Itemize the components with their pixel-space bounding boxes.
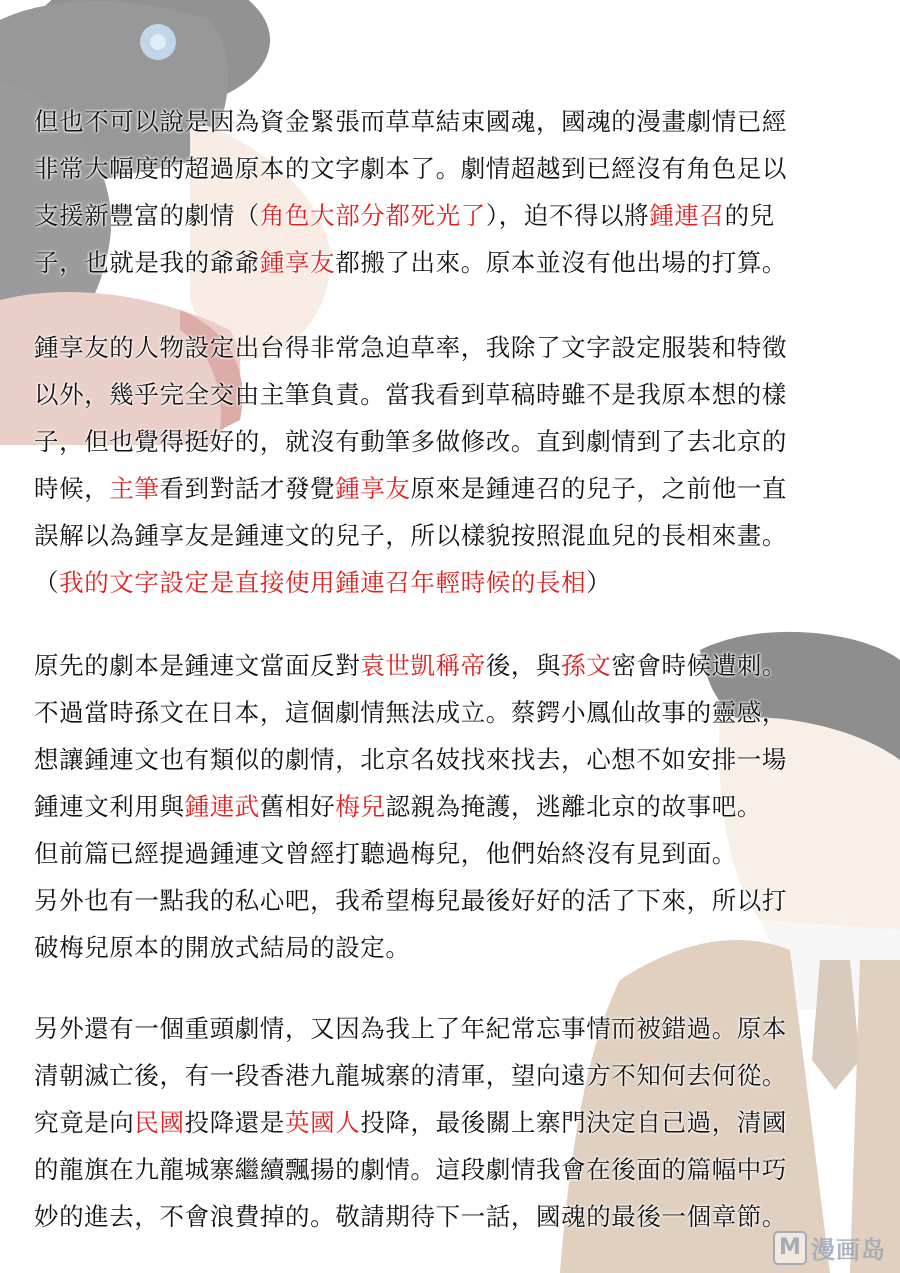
text-segment: 看到對話才發覺 xyxy=(159,474,336,503)
watermark-logo-icon: M xyxy=(773,1231,807,1265)
text-segment: 時候， xyxy=(34,474,110,503)
text-line xyxy=(34,192,864,239)
text-segment: 子，但也覺得挺好的，就沒有動筆多做修改。直到劇情到了去北京的 xyxy=(34,427,787,456)
text-segment: 都搬了出來。原本並沒有他出場的打算。 xyxy=(335,248,788,277)
text-segment: 不過當時孫文在日本，這個劇情無法成立。蔡鍔小鳳仙故事的靈感， xyxy=(34,698,787,727)
highlighted-term: 孫文 xyxy=(561,651,612,680)
text-line xyxy=(34,1099,864,1146)
text-segment: 究竟是向 xyxy=(34,1108,135,1137)
text-line xyxy=(34,418,864,465)
text-segment: 舊相好 xyxy=(259,792,336,821)
text-line xyxy=(34,145,864,192)
text-line xyxy=(34,689,864,736)
highlighted-term: 鍾連武 xyxy=(184,792,260,821)
text-segment: 原先的劇本是鍾連文當面反對 xyxy=(34,651,361,680)
text-segment: 投降，最後關上寨門決定自己過，清國 xyxy=(360,1108,788,1137)
highlighted-term: 主筆 xyxy=(109,474,160,503)
highlighted-term: 袁世凱稱帝 xyxy=(360,651,486,680)
text-line xyxy=(34,924,864,971)
text-segment: 鍾連文利用與 xyxy=(34,792,185,821)
text-line xyxy=(34,1193,864,1240)
highlighted-term: 我的文字設定是直接使用鍾連召年輕時候的長相 xyxy=(59,568,587,597)
site-watermark xyxy=(773,1230,886,1265)
text-segment: 原來是鍾連召的兒子，之前他一直 xyxy=(410,474,788,503)
text-segment: 支援新豐富的劇情（ xyxy=(34,201,260,230)
text-line xyxy=(34,465,864,512)
text-segment: 以外，幾乎完全交由主筆負責。當我看到草稿時雖不是我原本想的樣 xyxy=(34,380,787,409)
text-line xyxy=(34,1005,864,1052)
text-segment: 非常大幅度的超過原本的文字劇本了。劇情超越到已經沒有角色足以 xyxy=(34,154,787,183)
text-line xyxy=(34,783,864,830)
text-segment: ） xyxy=(586,568,612,597)
highlighted-term: 鍾享友 xyxy=(259,248,336,277)
text-segment: 的龍旗在九龍城寨繼續飄揚的劇情。這段劇情我會在後面的篇幅中巧 xyxy=(34,1155,787,1184)
text-segment: ），迫不得以將 xyxy=(485,201,650,230)
text-line xyxy=(34,512,864,559)
text-segment: 誤解以為鍾享友是鍾連文的兒子，所以樣貌按照混血兒的長相來畫。 xyxy=(34,521,787,550)
highlighted-term: 鍾連召 xyxy=(649,201,725,230)
paragraph-1 xyxy=(34,98,864,286)
text-line xyxy=(34,371,864,418)
text-segment: 破梅兒原本的開放式結局的設定。 xyxy=(34,933,411,962)
text-line xyxy=(34,642,864,689)
text-segment: （ xyxy=(34,568,60,597)
text-segment: 另外也有一點我的私心吧，我希望梅兒最後好好的活了下來，所以打 xyxy=(34,886,787,915)
text-line xyxy=(34,559,864,606)
text-line xyxy=(34,98,864,145)
text-segment: 認親為掩護，逃離北京的故事吧。 xyxy=(385,792,762,821)
text-line xyxy=(34,877,864,924)
text-line xyxy=(34,1146,864,1193)
highlighted-term: 梅兒 xyxy=(335,792,386,821)
text-segment: 投降還是 xyxy=(184,1108,286,1137)
text-segment: 子，也就是我的爺爺 xyxy=(34,248,260,277)
text-line xyxy=(34,239,864,286)
text-line xyxy=(34,736,864,783)
highlighted-term: 角色大部分都死光了 xyxy=(259,201,486,230)
text-segment: 想讓鍾連文也有類似的劇情，北京名妓找來找去，心想不如安排一場 xyxy=(34,745,787,774)
text-segment: 但前篇已經提過鍾連文曾經打聽過梅兒，他們始終沒有見到面。 xyxy=(34,839,737,868)
text-segment: 但也不可以說是因為資金緊張而草草結束國魂，國魂的漫畫劇情已經 xyxy=(34,107,787,136)
text-segment: 另外還有一個重頭劇情，又因為我上了年紀常忘事情而被錯過。原本 xyxy=(34,1014,787,1043)
paragraph-4 xyxy=(34,1005,864,1240)
watermark-text: 漫画岛 xyxy=(811,1236,886,1264)
text-segment: 後，與 xyxy=(485,651,562,680)
text-segment: 的兒 xyxy=(724,201,775,230)
text-line xyxy=(34,1052,864,1099)
text-segment: 妙的進去，不會浪費掉的。敬請期待下一話，國魂的最後一個章節。 xyxy=(34,1202,787,1231)
text-line xyxy=(34,830,864,877)
text-segment: 清朝滅亡後，有一段香港九龍城寨的清軍，望向遠方不知何去何從。 xyxy=(34,1061,787,1090)
highlighted-term: 英國人 xyxy=(285,1108,361,1137)
highlighted-term: 鍾享友 xyxy=(335,474,411,503)
text-segment: 鍾享友的人物設定出台得非常急迫草率，我除了文字設定服裝和特徵 xyxy=(34,333,787,362)
highlighted-term: 民國 xyxy=(134,1108,185,1137)
text-segment: 密會時候遭刺。 xyxy=(611,651,788,680)
text-line xyxy=(34,324,864,371)
paragraph-3 xyxy=(34,642,864,971)
paragraph-2 xyxy=(34,324,864,606)
